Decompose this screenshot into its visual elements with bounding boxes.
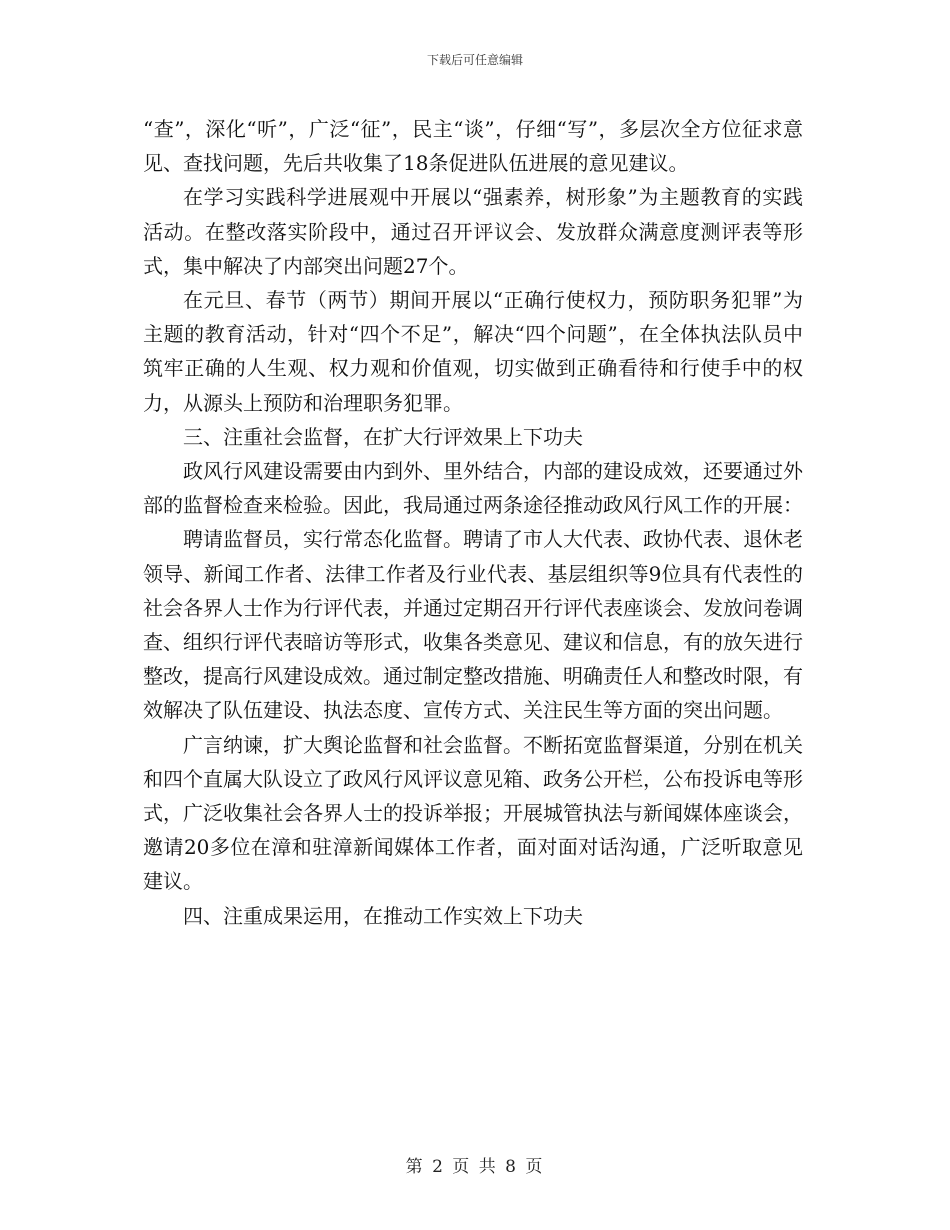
document-body [143, 112, 803, 933]
page-number-footer: 第 2 页 共 8 页 [405, 1157, 545, 1177]
section-heading: 四、注重成果运用，在推动工作实效上下功夫 [183, 903, 583, 928]
paragraph: 政风行风建设需要由内到外、里外结合，内部的建设成效，还要通过外部的监督检查来检验。因此，我局通过两条途径推动政风行风工作的开展： [143, 459, 803, 518]
section-heading: 三、注重社会监督，在扩大行评效果上下功夫 [183, 424, 583, 449]
paragraph: 聘请监督员，实行常态化监督。聘请了市人大代表、政协代表、退休老领导、新闻工作者、法律工作者及行业代表、基层组织等9位具有代表性的社会各界人士作为行评代表，并通过定期召开行评代表座谈会、发放问卷调查、组织行评代表暗访等形式，收集各类意见、建议和信息，有的放矢进行整改，提高行风建设成效。通过制定整改措施、明确责任人和整改时限，有效解决了队伍建设、执法态度、宣传方式、关注民生等方面的突出问题。 [143, 527, 803, 723]
paragraph: 在学习实践科学进展观中开展以“强素养，树形象”为主题教育的实践活动。在整改落实阶段中，通过召开评议会、发放群众满意度测评表等形式，集中解决了内部突出问题27个。 [143, 185, 803, 278]
paragraph: “查”，深化“听”，广泛“征”，民主“谈”，仔细“写”，多层次全方位征求意见、查找问题，先后共收集了18条促进队伍进展的意见建议。 [143, 117, 803, 176]
paragraph: 在元旦、春节（两节）期间开展以“正确行使权力，预防职务犯罪”为主题的教育活动，针对“四个不足”，解决“四个问题”，在全体执法队员中筑牢正确的人生观、权力观和价值观，切实做到正确看待和行使手中的权力，从源头上预防和治理职务犯罪。 [143, 288, 803, 415]
page-header: 下载后可任意编辑 [426, 53, 523, 67]
paragraph: 广言纳谏，扩大舆论监督和社会监督。不断拓宽监督渠道，分别在机关和四个直属大队设立了政风行风评议意见箱、政务公开栏，公布投诉电等形式，广泛收集社会各界人士的投诉举报；开展城管执法与新闻媒体座谈会，邀请20多位在漳和驻漳新闻媒体工作者，面对面对话沟通，广泛听取意见建议。 [143, 732, 803, 894]
